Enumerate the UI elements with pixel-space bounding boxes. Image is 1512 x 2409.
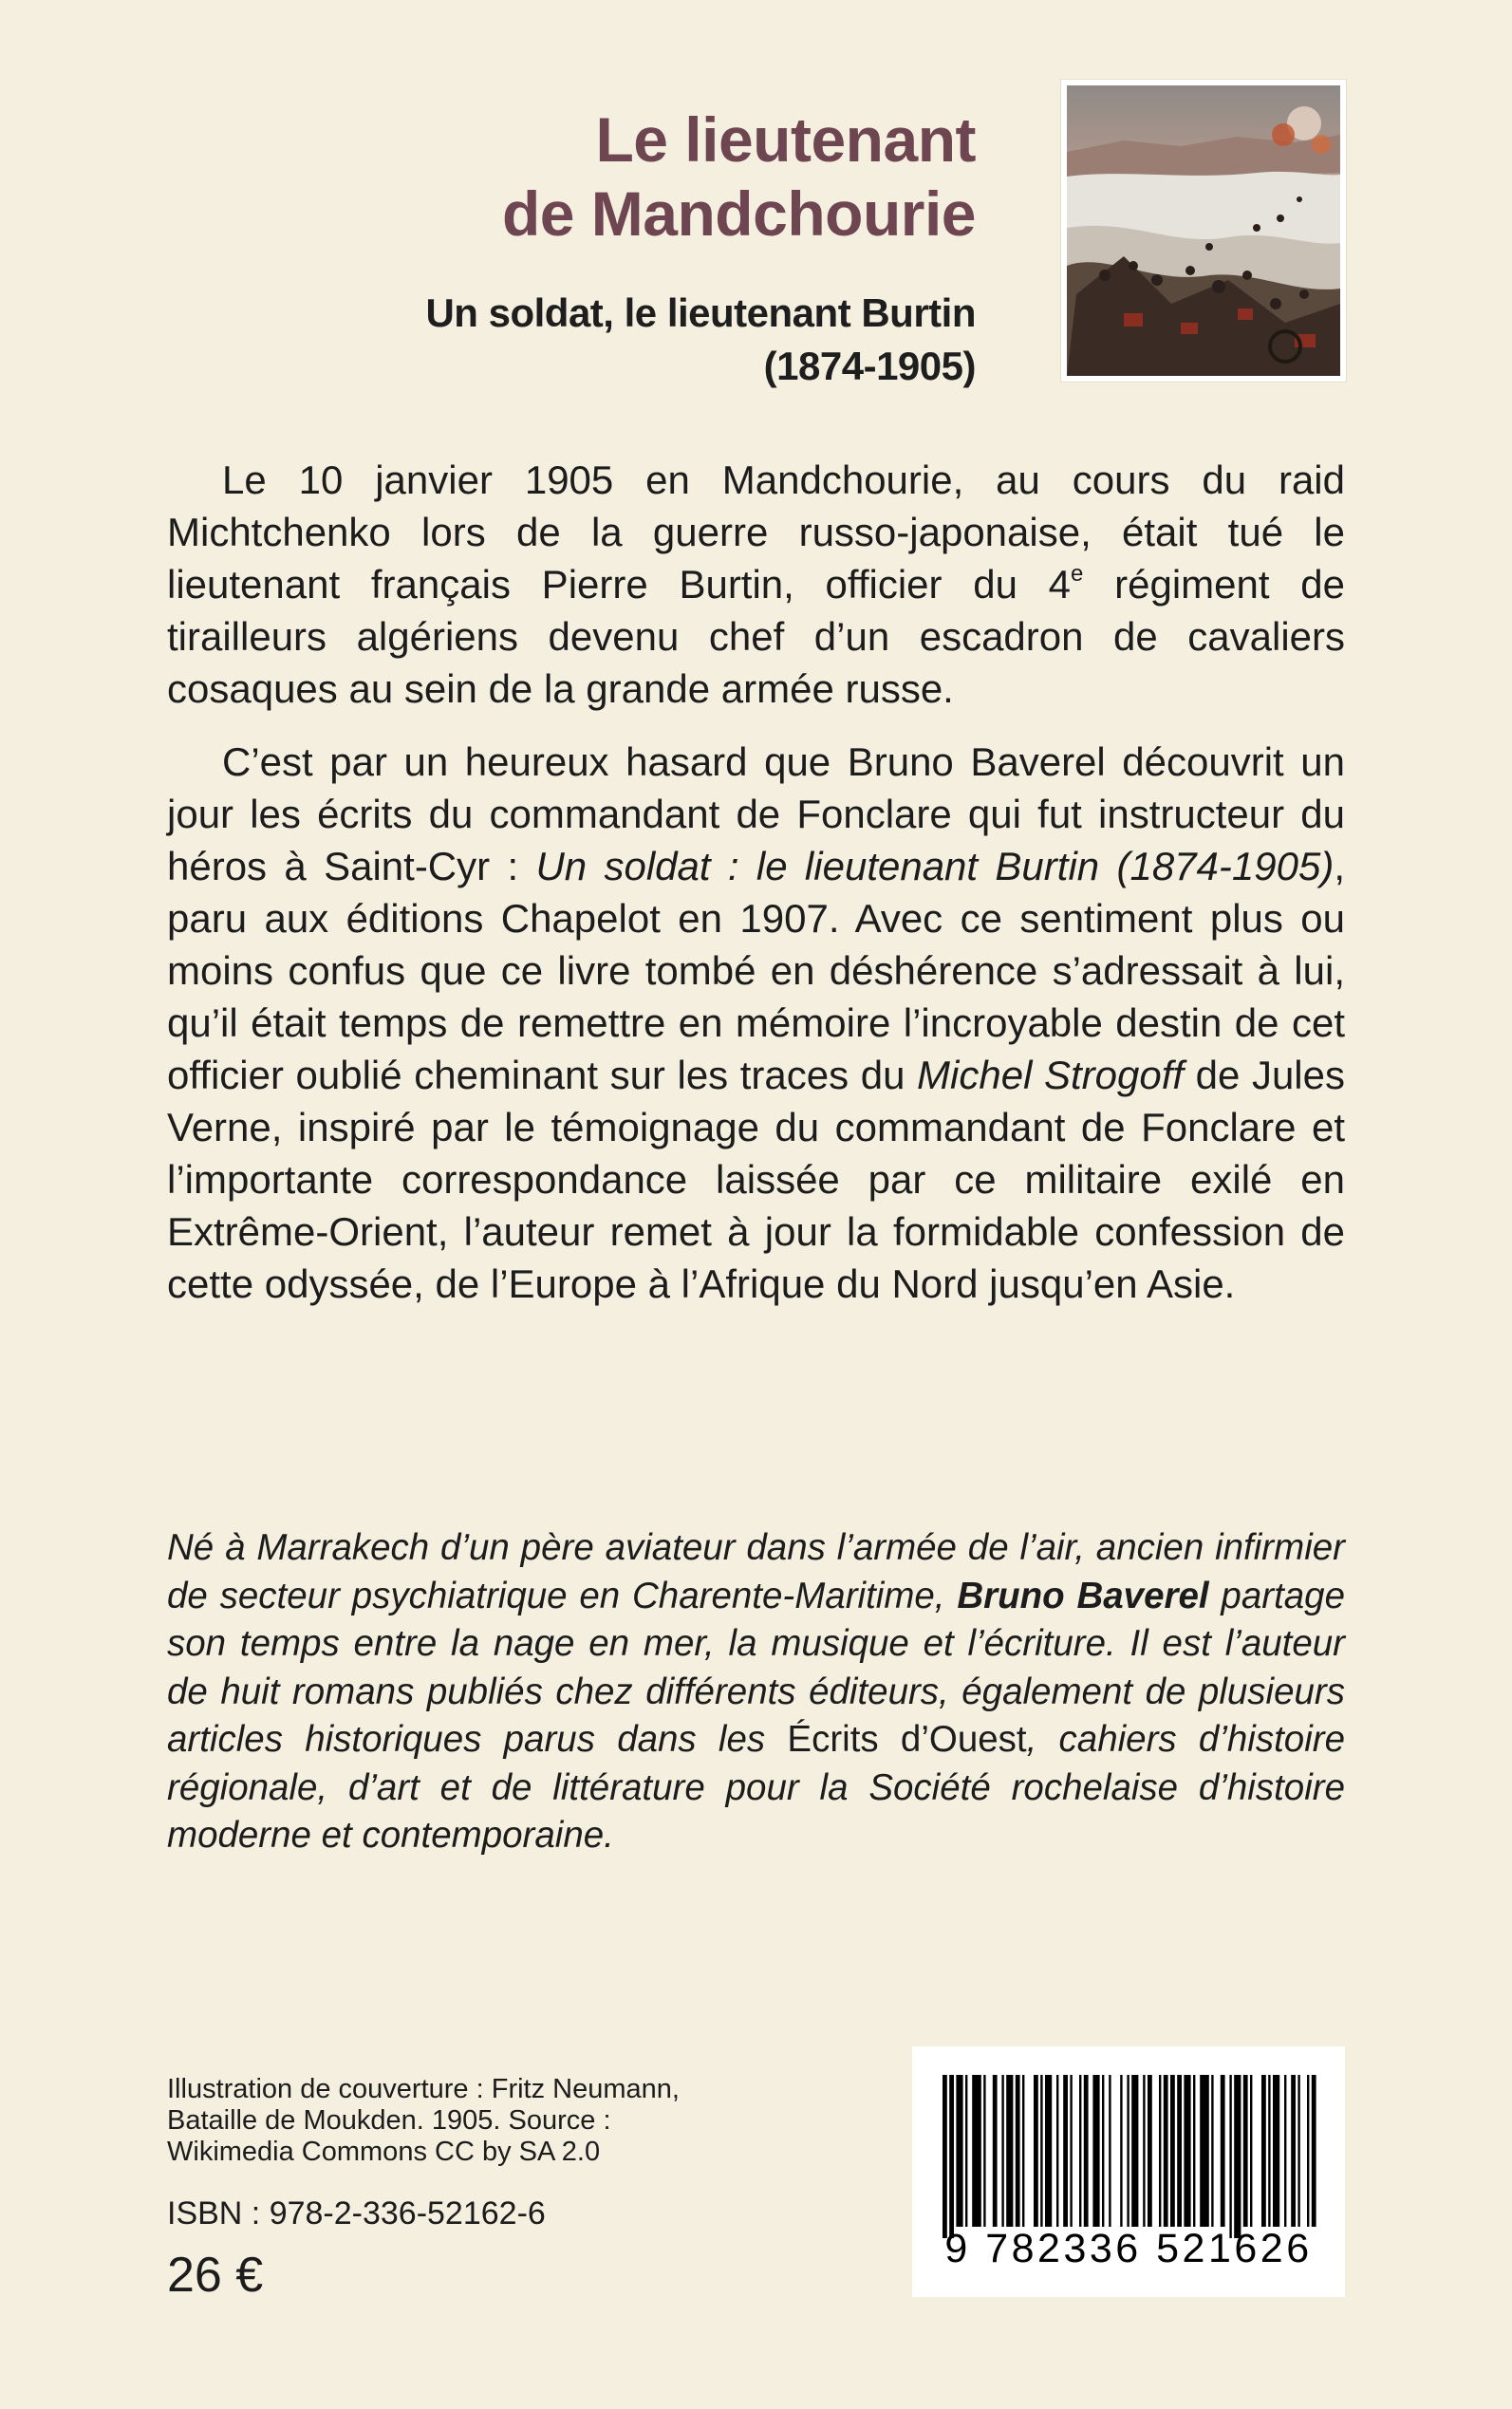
barcode-digits: 9 782336 521626 [944,2226,1313,2271]
barcode-bar [949,2075,954,2238]
barcode-bar [1159,2075,1161,2227]
barcode-bar [1045,2075,1052,2227]
barcode-bar [1164,2075,1168,2227]
barcode-bar [1184,2075,1190,2227]
barcode-bar [1092,2075,1099,2227]
summary-paragraph-2 [167,736,1345,1310]
barcode-bar [1131,2075,1138,2227]
author-name: Bruno Baverel [957,1575,1209,1616]
barcode-bar [943,2075,947,2238]
summary-text: , paru aux éditions Chapelot en 1907. Avec ce sentiment plus ou moins confus que ce livre tombé en déshérence s’adressait à lui, qu’il était temps de remettre en mémoire l’incroyable destin de cet officier oublié cheminant sur les traces du [167,844,1345,1097]
barcode-bar [1016,2075,1020,2227]
summary-text: Le 10 janvier 1905 en Mandchourie, au cours du raid Michtchenko lors de la guerre russo-japonaise, était tué le lieutenant français Pierre Burtin, officier du 4 [167,458,1345,607]
barcode-bar [1070,2075,1072,2227]
summary-paragraph-1 [167,454,1345,715]
barcode-bar [1312,2075,1316,2227]
barcode-bar [1170,2075,1175,2227]
book-title-line-2: de Mandchourie [501,178,976,249]
barcode-bars-icon [937,2075,1320,2238]
barcode-bar [1221,2075,1225,2227]
price: 26 € [167,2248,264,2303]
book-subtitle-line-2: (1874-1905) [763,344,976,388]
barcode-bar [1177,2075,1182,2227]
barcode-bar [1102,2075,1104,2227]
barcode-bar [1127,2075,1129,2227]
summary-text: C’est par un heureux hasard que Bruno Baverel découvrit un jour les écrits du commandant de Fonclare qui fut instructeur du héros à Saint-Cyr : [167,739,1345,888]
barcode-bar [1268,2075,1270,2227]
summary-text: régiment de tirailleurs algériens devenu chef d’un escadron de cavaliers cosaques au sein de la grande armée russe. [167,562,1345,711]
barcode-bar [1022,2075,1024,2227]
credit-line: Illustration de couverture : Fritz Neumann, [167,2074,680,2104]
battle-painting-icon [1067,85,1340,376]
barcode-bar [1148,2075,1152,2227]
book-subtitle [285,287,976,393]
cover-illustration [1061,80,1346,382]
credit-line: Bataille de Moukden. 1905. Source : [167,2105,611,2136]
barcode-bar [1234,2075,1241,2238]
book-summary [167,454,1345,1331]
isbn: ISBN : 978-2-336-52162-6 [167,2195,546,2232]
barcode-bar [1120,2075,1122,2227]
barcode-bar [1307,2075,1309,2227]
book-title [285,103,976,251]
credit-line: Wikimedia Commons CC by SA 2.0 [167,2137,601,2167]
barcode-bar [1034,2075,1038,2227]
barcode-bar [1200,2075,1209,2227]
bio-text: , cahiers d’histoire régionale, d’art et de littérature pour la Société rochelaise d’histoire moderne et contemporaine. [167,1719,1345,1856]
barcode-bar [1211,2075,1213,2227]
barcode-bar [1079,2075,1081,2227]
barcode-bar [1056,2075,1058,2227]
author-biography [167,1524,1345,1860]
barcode-bar [1006,2075,1013,2227]
barcode-bar [993,2075,998,2227]
barcode-bar [1001,2075,1003,2227]
bio-text: Né à Marrakech d’un père aviateur dans l’armée de l’air, ancien infirmier de secteur psychiatrique en Charente-Maritime, [167,1527,1345,1616]
journal-name: Écrits d’Ouest [787,1719,1027,1760]
barcode-bar [956,2075,962,2227]
barcode-bar [1229,2075,1231,2238]
illustration-credit [167,2074,737,2168]
barcode-bar [1063,2075,1068,2227]
barcode [912,2046,1345,2297]
barcode-bar [1109,2075,1111,2227]
barcode-bar [1250,2075,1252,2227]
barcode-bar [965,2075,967,2227]
superscript-ordinal: e [1071,561,1084,587]
barcode-bar [1297,2075,1299,2227]
barcode-bar [1084,2075,1089,2227]
barcode-bar [1040,2075,1042,2227]
summary-text: de Jules Verne, inspiré par le témoignage du commandant de Fonclare et l’importante correspondance laissée par ce militaire exilé en Extrême-Orient, l’auteur remet à jour la formidable confession de cette odyssée, de l’Europe à l’Afrique du Nord jusqu’en Asie. [167,1053,1345,1306]
barcode-bar [1273,2075,1279,2227]
referenced-book-title: Un soldat : le lieutenant Burtin (1874-1905) [535,844,1335,888]
book-title-line-1: Le lieutenant [595,104,976,175]
barcode-bar [1243,2075,1248,2227]
barcode-bar [1143,2075,1145,2227]
barcode-bar [972,2075,981,2227]
barcode-bar [983,2075,985,2227]
referenced-novel-title: Michel Strogoff [917,1053,1185,1097]
barcode-bar [1261,2075,1266,2227]
bio-text: partage son temps entre la nage en mer, la musique et l’écriture. Il est l’auteur de huit romans publiés chez différents éditeurs, également de plusieurs articles historiques parus dans les [167,1575,1346,1760]
barcode-bar [1284,2075,1286,2227]
barcode-bar [1193,2075,1195,2227]
book-subtitle-line-1: Un soldat, le lieutenant Burtin [425,290,976,335]
barcode-bar [1291,2075,1296,2227]
